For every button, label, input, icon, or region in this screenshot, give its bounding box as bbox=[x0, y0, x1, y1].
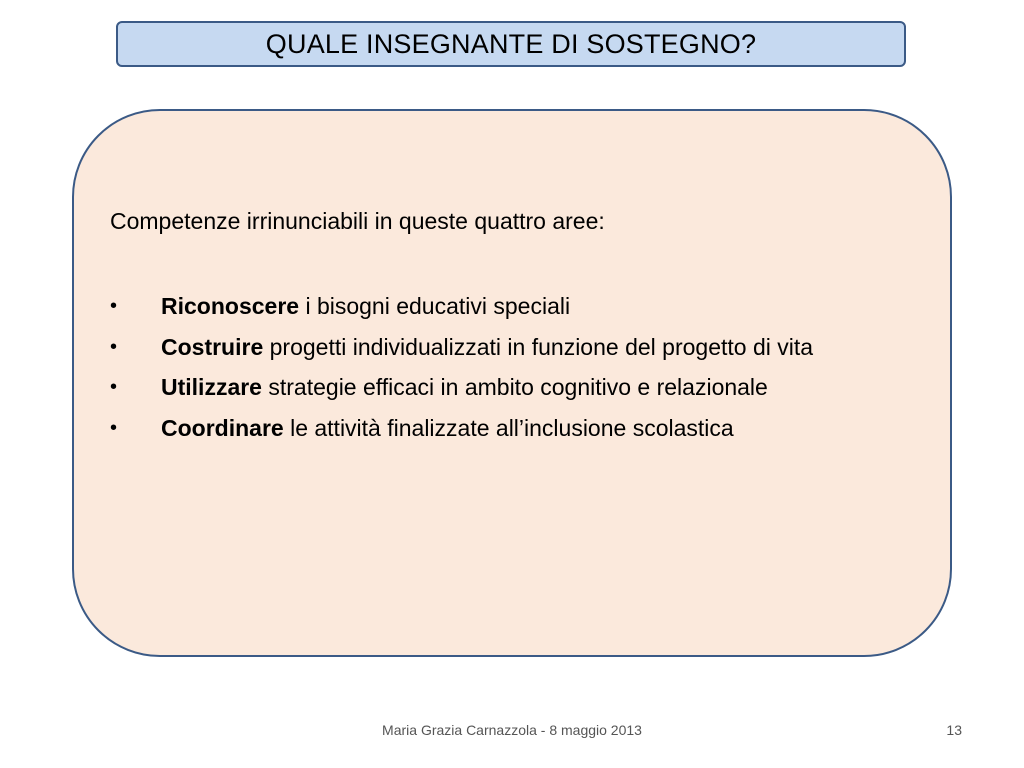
list-item-keyword: Riconoscere bbox=[161, 293, 300, 319]
page-number: 13 bbox=[946, 722, 962, 738]
bullet-icon: • bbox=[110, 376, 118, 398]
list-item-text bbox=[161, 286, 914, 327]
list-item-description: i bisogni educativi speciali bbox=[299, 293, 571, 319]
list-item bbox=[110, 327, 914, 368]
list-item bbox=[110, 367, 914, 408]
bullet-icon: • bbox=[110, 416, 118, 439]
competence-list bbox=[110, 286, 914, 448]
footer-author: Maria Grazia Carnazzola - 8 maggio 2013 bbox=[382, 722, 642, 738]
list-item-keyword: Costruire bbox=[161, 333, 264, 360]
intro-text: Competenze irrinunciabili in queste quattro aree: bbox=[110, 208, 605, 234]
slide-title: QUALE INSEGNANTE DI SOSTEGNO? bbox=[265, 28, 757, 59]
list-item-description: progetti individualizzati in funzione del progetto di vita bbox=[263, 333, 814, 360]
bullet-icon: • bbox=[110, 335, 118, 358]
slide-title-box bbox=[116, 21, 906, 67]
list-item bbox=[110, 408, 914, 449]
list-item bbox=[110, 286, 914, 327]
list-item-text bbox=[161, 408, 914, 449]
list-item-description: strategie efficaci in ambito cognitivo e relazionale bbox=[261, 374, 768, 400]
list-item-keyword: Utilizzare bbox=[161, 374, 262, 400]
list-item-keyword: Coordinare bbox=[161, 414, 284, 441]
list-item-text bbox=[161, 367, 914, 408]
bullet-icon: • bbox=[110, 295, 118, 317]
list-item-description: le attività finalizzate all’inclusione scolastica bbox=[283, 414, 734, 441]
list-item-text bbox=[161, 327, 914, 368]
